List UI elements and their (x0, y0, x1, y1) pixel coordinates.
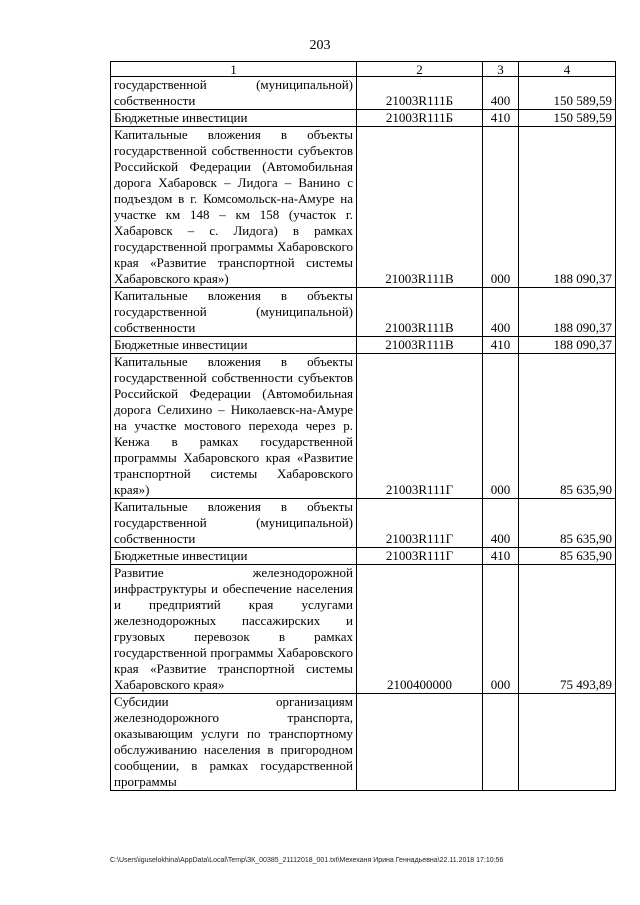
row-type: 410 (483, 337, 519, 354)
row-amount: 188 090,37 (519, 337, 616, 354)
row-code: 21003R111В (357, 288, 483, 337)
table-row (111, 565, 616, 694)
header-col-1: 1 (111, 62, 357, 77)
row-code: 21003R111В (357, 337, 483, 354)
row-amount: 85 635,90 (519, 499, 616, 548)
row-type: 410 (483, 110, 519, 127)
row-type (483, 694, 519, 791)
table-row (111, 337, 616, 354)
row-name: Бюджетные инвестиции (111, 110, 357, 127)
row-code: 21003R111Г (357, 354, 483, 499)
document-footer-path: C:\Users\iguselokhina\AppData\Local\Temp\ЗК_00385_21112018_001.txt\Мехеханя Ирина Геннадьевна\22.11.2018 17:10:56 (110, 857, 504, 864)
row-name: Бюджетные инвестиции (111, 548, 357, 565)
row-name: Субсидии организациям железнодорожного транспорта, оказывающим услуги по транспортному обслуживанию населения в пригородном сообщении, в рамках государственной программы (111, 694, 357, 791)
table-row (111, 288, 616, 337)
row-code: 21003R111Б (357, 110, 483, 127)
row-type: 400 (483, 288, 519, 337)
table-header-row (111, 62, 616, 77)
row-name: Капитальные вложения в объекты государственной собственности субъектов Российской Федерации (Автомобильная дорога Хабаровск – Лидога – Ванино с подъездом в г. Комсомольск-на-Амуре на участке км 148 – км 158 (участок г. Хабаровск – с. Лидога) в рамках государственной программы Хабаровского края «Развитие транспортной системы Хабаровского края») (111, 127, 357, 288)
row-name: Капитальные вложения в объекты государственной собственности субъектов Российской Федерации (Автомобильная дорога Селихино – Николаевск-на-Амуре на участке мостового перехода через р. Кенжа в рамках государственной программы Хабаровского края «Развитие транспортной системы Хабаровского края») (111, 354, 357, 499)
row-amount: 75 493,89 (519, 565, 616, 694)
row-name: Капитальные вложения в объекты государственной (муниципальной) собственности (111, 499, 357, 548)
budget-table (110, 61, 616, 791)
page-number: 203 (309, 38, 331, 53)
row-amount: 188 090,37 (519, 127, 616, 288)
table-row (111, 77, 616, 110)
row-type: 400 (483, 77, 519, 110)
row-amount: 188 090,37 (519, 288, 616, 337)
table-row (111, 110, 616, 127)
row-code: 2100400000 (357, 565, 483, 694)
row-name: Развитие железнодорожной инфраструктуры и обеспечение населения и предприятий края услугами железнодорожных пассажирских и грузовых перевозок в рамках государственной программы Хабаровского края «Развитие транспортной системы Хабаровского края» (111, 565, 357, 694)
row-amount: 85 635,90 (519, 548, 616, 565)
table-row (111, 499, 616, 548)
row-code (357, 694, 483, 791)
table-row (111, 548, 616, 565)
row-amount (519, 694, 616, 791)
row-type: 000 (483, 565, 519, 694)
row-code: 21003R111Г (357, 499, 483, 548)
row-name: Капитальные вложения в объекты государственной (муниципальной) собственности (111, 288, 357, 337)
table-row (111, 694, 616, 791)
row-name: Бюджетные инвестиции (111, 337, 357, 354)
row-amount: 150 589,59 (519, 110, 616, 127)
table-row (111, 127, 616, 288)
table-row (111, 354, 616, 499)
row-amount: 150 589,59 (519, 77, 616, 110)
row-code: 21003R111Б (357, 77, 483, 110)
row-code: 21003R111В (357, 127, 483, 288)
row-type: 410 (483, 548, 519, 565)
row-code: 21003R111Г (357, 548, 483, 565)
row-name: государственной (муниципальной) собственности (111, 77, 357, 110)
row-type: 400 (483, 499, 519, 548)
header-col-4: 4 (519, 62, 616, 77)
header-col-3: 3 (483, 62, 519, 77)
row-amount: 85 635,90 (519, 354, 616, 499)
row-type: 000 (483, 354, 519, 499)
row-type: 000 (483, 127, 519, 288)
header-col-2: 2 (357, 62, 483, 77)
